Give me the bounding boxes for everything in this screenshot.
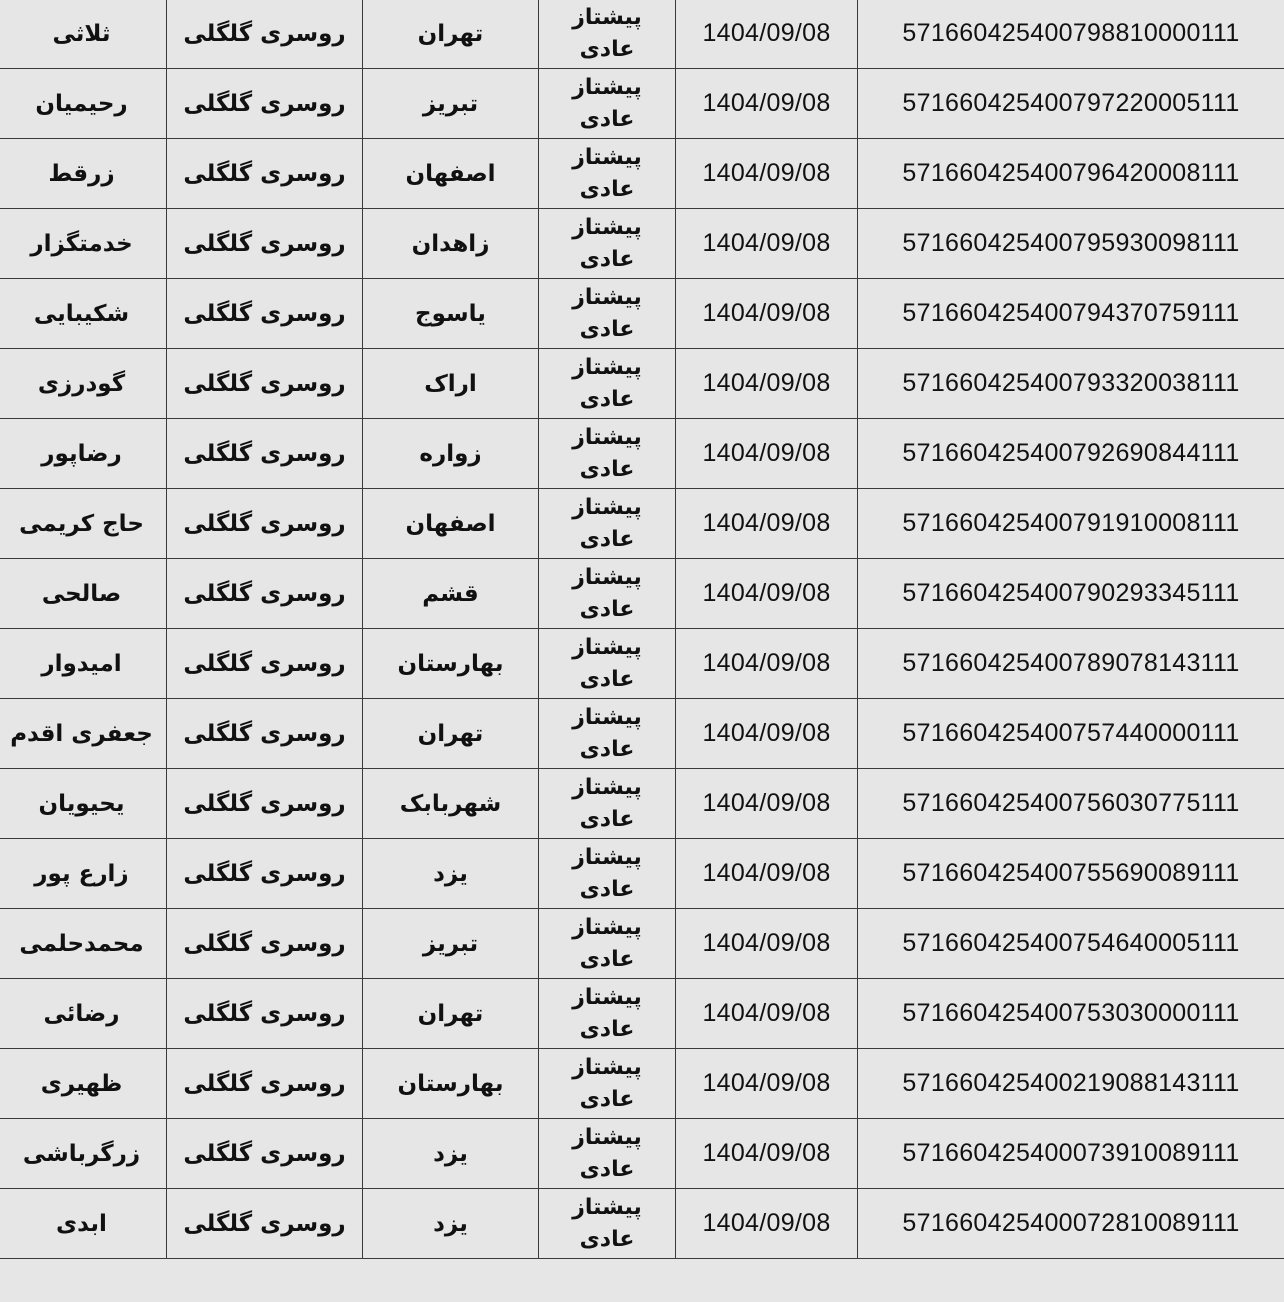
recipient-name-cell: ابدی <box>0 1189 167 1259</box>
tracking-code-cell: 571660425400795930098111 <box>858 209 1284 279</box>
service-type-line2: عادی <box>579 876 635 902</box>
table-row <box>0 489 1284 559</box>
service-type-line1: پیشتاز <box>572 74 642 100</box>
table-row <box>0 1049 1284 1119</box>
service-type-cell <box>539 979 676 1049</box>
service-type-line1: پیشتاز <box>572 1054 642 1080</box>
tracking-code-cell: 571660425400793320038111 <box>858 349 1284 419</box>
service-type-cell <box>539 769 676 839</box>
recipient-name-cell: محمدحلمی <box>0 909 167 979</box>
tracking-code-cell: 571660425400219088143111 <box>858 1049 1284 1119</box>
recipient-name-cell: جعفری اقدم <box>0 699 167 769</box>
product-cell: روسری گلگلی <box>167 699 363 769</box>
destination-city-cell: یاسوج <box>363 279 539 349</box>
service-type-cell <box>539 839 676 909</box>
recipient-name-cell: رضائی <box>0 979 167 1049</box>
destination-city-cell: تهران <box>363 699 539 769</box>
service-type-line2: عادی <box>579 736 635 762</box>
destination-city-cell: یزد <box>363 1119 539 1189</box>
recipient-name-cell: خدمتگزار <box>0 209 167 279</box>
service-type-cell <box>539 69 676 139</box>
tracking-code-cell: 571660425400796420008111 <box>858 139 1284 209</box>
tracking-code-cell: 571660425400753030000111 <box>858 979 1284 1049</box>
service-type-line2: عادی <box>579 246 635 272</box>
table-row <box>0 1119 1284 1189</box>
service-type-line1: پیشتاز <box>572 634 642 660</box>
product-cell: روسری گلگلی <box>167 0 363 69</box>
shipment-date-cell: 1404/09/08 <box>676 419 858 489</box>
recipient-name-cell: امیدوار <box>0 629 167 699</box>
tracking-code-cell: 571660425400757440000111 <box>858 699 1284 769</box>
service-type-cell <box>539 279 676 349</box>
destination-city-cell: تبریز <box>363 69 539 139</box>
service-type-line1: پیشتاز <box>572 564 642 590</box>
product-cell: روسری گلگلی <box>167 1049 363 1119</box>
shipment-date-cell: 1404/09/08 <box>676 279 858 349</box>
service-type-line1: پیشتاز <box>572 704 642 730</box>
table-row <box>0 1189 1284 1259</box>
service-type-line2: عادی <box>579 596 635 622</box>
product-cell: روسری گلگلی <box>167 139 363 209</box>
service-type-line1: پیشتاز <box>572 214 642 240</box>
service-type-line2: عادی <box>579 666 635 692</box>
shipment-date-cell: 1404/09/08 <box>676 769 858 839</box>
table-row <box>0 0 1284 69</box>
shipment-date-cell: 1404/09/08 <box>676 489 858 559</box>
service-type-line1: پیشتاز <box>572 424 642 450</box>
shipment-date-cell: 1404/09/08 <box>676 699 858 769</box>
tracking-code-cell: 571660425400790293345111 <box>858 559 1284 629</box>
destination-city-cell: زواره <box>363 419 539 489</box>
destination-city-cell: یزد <box>363 839 539 909</box>
service-type-line1: پیشتاز <box>572 354 642 380</box>
service-type-cell <box>539 559 676 629</box>
destination-city-cell: اصفهان <box>363 489 539 559</box>
table-row <box>0 559 1284 629</box>
product-cell: روسری گلگلی <box>167 839 363 909</box>
tracking-code-cell: 571660425400797220005111 <box>858 69 1284 139</box>
shipment-date-cell: 1404/09/08 <box>676 349 858 419</box>
recipient-name-cell: یحیویان <box>0 769 167 839</box>
destination-city-cell: یزد <box>363 1189 539 1259</box>
service-type-line2: عادی <box>579 526 635 552</box>
service-type-cell <box>539 1189 676 1259</box>
tracking-code-cell: 571660425400073910089111 <box>858 1119 1284 1189</box>
table-row <box>0 69 1284 139</box>
shipment-date-cell: 1404/09/08 <box>676 69 858 139</box>
tracking-code-cell: 571660425400798810000111 <box>858 0 1284 69</box>
service-type-cell <box>539 209 676 279</box>
service-type-cell <box>539 0 676 69</box>
product-cell: روسری گلگلی <box>167 69 363 139</box>
tracking-code-cell: 571660425400789078143111 <box>858 629 1284 699</box>
table-row <box>0 629 1284 699</box>
service-type-line1: پیشتاز <box>572 984 642 1010</box>
tracking-code-cell: 571660425400791910008111 <box>858 489 1284 559</box>
service-type-cell <box>539 909 676 979</box>
destination-city-cell: تهران <box>363 0 539 69</box>
table-row <box>0 139 1284 209</box>
service-type-line1: پیشتاز <box>572 1124 642 1150</box>
shipment-date-cell: 1404/09/08 <box>676 559 858 629</box>
destination-city-cell: قشم <box>363 559 539 629</box>
service-type-line2: عادی <box>579 106 635 132</box>
service-type-line1: پیشتاز <box>572 1194 642 1220</box>
product-cell: روسری گلگلی <box>167 419 363 489</box>
destination-city-cell: بهارستان <box>363 629 539 699</box>
service-type-cell <box>539 629 676 699</box>
service-type-cell <box>539 139 676 209</box>
table-row <box>0 349 1284 419</box>
service-type-line2: عادی <box>579 36 635 62</box>
table-row <box>0 209 1284 279</box>
recipient-name-cell: رضاپور <box>0 419 167 489</box>
recipient-name-cell: شکیبایی <box>0 279 167 349</box>
recipient-name-cell: زرقط <box>0 139 167 209</box>
service-type-cell <box>539 699 676 769</box>
product-cell: روسری گلگلی <box>167 1119 363 1189</box>
service-type-cell <box>539 1119 676 1189</box>
product-cell: روسری گلگلی <box>167 769 363 839</box>
service-type-cell <box>539 419 676 489</box>
shipment-date-cell: 1404/09/08 <box>676 139 858 209</box>
tracking-code-cell: 571660425400792690844111 <box>858 419 1284 489</box>
tracking-code-cell: 571660425400756030775111 <box>858 769 1284 839</box>
table-row <box>0 979 1284 1049</box>
service-type-line1: پیشتاز <box>572 494 642 520</box>
recipient-name-cell: زارع پور <box>0 839 167 909</box>
shipment-date-cell: 1404/09/08 <box>676 979 858 1049</box>
service-type-cell <box>539 489 676 559</box>
service-type-line1: پیشتاز <box>572 144 642 170</box>
destination-city-cell: تهران <box>363 979 539 1049</box>
table-row <box>0 839 1284 909</box>
destination-city-cell: اصفهان <box>363 139 539 209</box>
destination-city-cell: بهارستان <box>363 1049 539 1119</box>
shipment-date-cell: 1404/09/08 <box>676 1049 858 1119</box>
service-type-line1: پیشتاز <box>572 844 642 870</box>
destination-city-cell: زاهدان <box>363 209 539 279</box>
table-row <box>0 419 1284 489</box>
shipment-date-cell: 1404/09/08 <box>676 909 858 979</box>
tracking-code-cell: 571660425400755690089111 <box>858 839 1284 909</box>
destination-city-cell: تبریز <box>363 909 539 979</box>
service-type-line2: عادی <box>579 176 635 202</box>
recipient-name-cell: زرگرباشی <box>0 1119 167 1189</box>
shipment-date-cell: 1404/09/08 <box>676 839 858 909</box>
shipment-date-cell: 1404/09/08 <box>676 0 858 69</box>
service-type-line2: عادی <box>579 1226 635 1252</box>
service-type-line1: پیشتاز <box>572 914 642 940</box>
service-type-line2: عادی <box>579 456 635 482</box>
product-cell: روسری گلگلی <box>167 349 363 419</box>
recipient-name-cell: حاج کریمی <box>0 489 167 559</box>
table-row <box>0 909 1284 979</box>
product-cell: روسری گلگلی <box>167 629 363 699</box>
tracking-code-cell: 571660425400794370759111 <box>858 279 1284 349</box>
product-cell: روسری گلگلی <box>167 489 363 559</box>
service-type-line2: عادی <box>579 316 635 342</box>
service-type-line2: عادی <box>579 946 635 972</box>
shipment-date-cell: 1404/09/08 <box>676 209 858 279</box>
product-cell: روسری گلگلی <box>167 1189 363 1259</box>
shipment-date-cell: 1404/09/08 <box>676 1189 858 1259</box>
product-cell: روسری گلگلی <box>167 979 363 1049</box>
recipient-name-cell: رحیمیان <box>0 69 167 139</box>
service-type-cell <box>539 349 676 419</box>
tracking-code-cell: 571660425400072810089111 <box>858 1189 1284 1259</box>
service-type-line2: عادی <box>579 806 635 832</box>
service-type-line2: عادی <box>579 1086 635 1112</box>
recipient-name-cell: صالحی <box>0 559 167 629</box>
product-cell: روسری گلگلی <box>167 559 363 629</box>
product-cell: روسری گلگلی <box>167 209 363 279</box>
table-row <box>0 699 1284 769</box>
service-type-line1: پیشتاز <box>572 4 642 30</box>
service-type-line2: عادی <box>579 386 635 412</box>
product-cell: روسری گلگلی <box>167 279 363 349</box>
service-type-line1: پیشتاز <box>572 774 642 800</box>
shipment-date-cell: 1404/09/08 <box>676 1119 858 1189</box>
service-type-line1: پیشتاز <box>572 284 642 310</box>
recipient-name-cell: ثلاثی <box>0 0 167 69</box>
recipient-name-cell: ظهیری <box>0 1049 167 1119</box>
product-cell: روسری گلگلی <box>167 909 363 979</box>
tracking-code-cell: 571660425400754640005111 <box>858 909 1284 979</box>
destination-city-cell: شهربابک <box>363 769 539 839</box>
recipient-name-cell: گودرزی <box>0 349 167 419</box>
table-row <box>0 279 1284 349</box>
shipment-date-cell: 1404/09/08 <box>676 629 858 699</box>
service-type-line2: عادی <box>579 1016 635 1042</box>
service-type-cell <box>539 1049 676 1119</box>
destination-city-cell: اراک <box>363 349 539 419</box>
service-type-line2: عادی <box>579 1156 635 1182</box>
table-row <box>0 769 1284 839</box>
